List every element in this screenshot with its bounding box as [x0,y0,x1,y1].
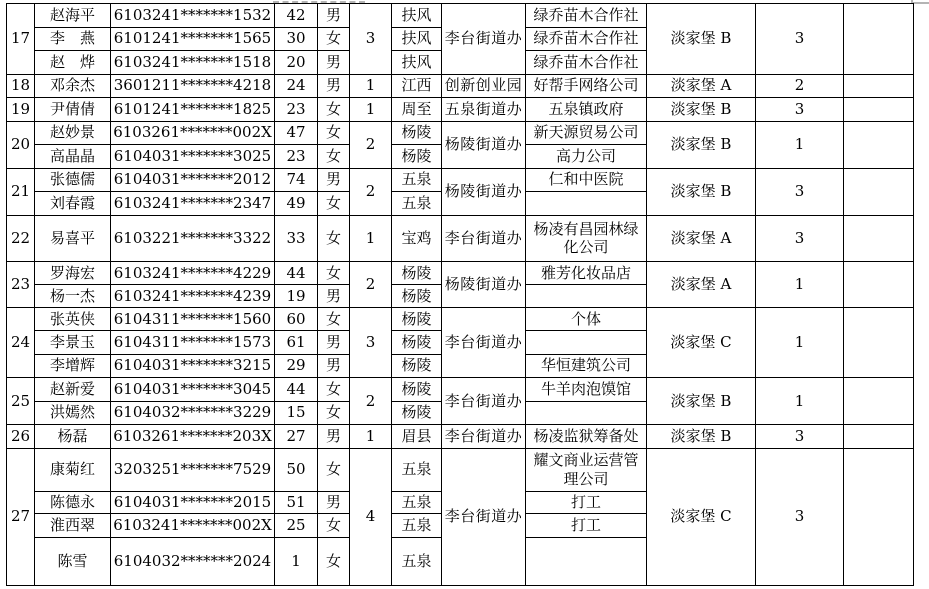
cell-gender[interactable]: 男 [318,492,350,514]
cell-company[interactable]: 仁和中医院 [526,168,647,192]
cell-id-number[interactable]: 6103241*******4229 [111,262,275,285]
cell-member-count[interactable]: 1 [350,74,392,98]
table-row [7,215,914,262]
spreadsheet-area [6,3,914,586]
cell-area[interactable]: 淡家堡 A [647,262,756,308]
cell-group-no[interactable]: 25 [7,378,35,425]
cell-street-office[interactable]: 杨陵街道办 [442,121,526,168]
cell-origin[interactable]: 江西 [392,74,442,98]
cell-name[interactable]: 易喜平 [35,215,111,262]
cell-age[interactable]: 74 [275,168,318,192]
cell-area[interactable]: 淡家堡 B [647,121,756,168]
table-row [7,98,914,122]
cell-street-office[interactable]: 李台街道办 [442,4,526,75]
cell-member-count[interactable]: 3 [350,4,392,75]
cell-origin[interactable]: 周至 [392,98,442,122]
cell-company[interactable] [526,285,647,308]
table-row [7,74,914,98]
table-row [7,425,914,449]
roster-table [6,3,914,586]
cell-origin[interactable]: 杨陵 [392,285,442,308]
cell-name[interactable]: 张英侠 [35,308,111,331]
cell-origin[interactable]: 杨陵 [392,331,442,355]
cell-origin[interactable]: 五泉 [392,448,442,492]
cell-company[interactable] [526,537,647,585]
cell-gender[interactable]: 女 [318,121,350,145]
cell-id-number[interactable]: 6103241*******1518 [111,51,275,75]
cell-area[interactable]: 淡家堡 B [647,378,756,425]
cell-street-office[interactable]: 五泉街道办 [442,98,526,122]
cell-age[interactable]: 49 [275,192,318,216]
cell-name[interactable]: 赵妙景 [35,121,111,145]
cell-company[interactable]: 高力公司 [526,145,647,169]
cell-age[interactable]: 29 [275,354,318,378]
cell-gender[interactable]: 男 [318,74,350,98]
cell-group-no[interactable]: 22 [7,215,35,262]
cell-origin[interactable]: 五泉 [392,168,442,192]
cell-id-number[interactable]: 6104031*******2015 [111,492,275,514]
cell-gender[interactable]: 女 [318,98,350,122]
cell-area[interactable]: 淡家堡 B [647,168,756,215]
cell-origin[interactable]: 杨陵 [392,262,442,285]
table-row [7,121,914,145]
cell-name[interactable]: 李景玉 [35,331,111,355]
cell-blank[interactable] [844,425,914,449]
cell-age[interactable]: 20 [275,51,318,75]
cell-name[interactable]: 刘春霞 [35,192,111,216]
cell-gender[interactable]: 女 [318,401,350,425]
cell-gender[interactable]: 女 [318,378,350,402]
cell-id-number[interactable]: 6104031*******3045 [111,378,275,402]
cell-origin[interactable]: 杨陵 [392,308,442,331]
cell-street-office[interactable]: 李台街道办 [442,425,526,449]
cell-id-number[interactable]: 6104031*******2012 [111,168,275,192]
cell-member-count[interactable]: 2 [350,168,392,215]
table-row [7,308,914,331]
cell-company[interactable]: 绿乔苗木合作社 [526,27,647,51]
cell-member-count[interactable]: 3 [350,308,392,378]
cell-name[interactable]: 张德儒 [35,168,111,192]
cell-blank[interactable] [844,121,914,168]
cell-group-no[interactable]: 20 [7,121,35,168]
cell-blank[interactable] [844,98,914,122]
cell-id-number[interactable]: 6101241*******1565 [111,27,275,51]
cell-blank[interactable] [844,168,914,215]
cell-age[interactable]: 30 [275,27,318,51]
cell-age[interactable]: 47 [275,121,318,145]
cell-quota[interactable]: 1 [756,262,844,308]
cell-area[interactable]: 淡家堡 B [647,98,756,122]
cell-gender[interactable]: 女 [318,308,350,331]
cell-quota[interactable]: 1 [756,308,844,378]
cell-company[interactable]: 五泉镇政府 [526,98,647,122]
cell-member-count[interactable]: 1 [350,425,392,449]
cell-origin[interactable]: 五泉 [392,492,442,514]
cell-member-count[interactable]: 1 [350,98,392,122]
cell-quota[interactable]: 3 [756,168,844,215]
cell-company[interactable]: 绿乔苗木合作社 [526,4,647,28]
cell-age[interactable]: 60 [275,308,318,331]
cell-age[interactable]: 15 [275,401,318,425]
cell-name[interactable]: 李 燕 [35,27,111,51]
cell-gender[interactable]: 男 [318,4,350,28]
cell-street-office[interactable]: 李台街道办 [442,448,526,585]
cell-company[interactable] [526,192,647,216]
cell-age[interactable]: 1 [275,537,318,585]
cell-id-number[interactable]: 6103261*******002X [111,121,275,145]
cell-company[interactable]: 个体 [526,308,647,331]
cell-origin[interactable]: 杨陵 [392,401,442,425]
cell-origin[interactable]: 五泉 [392,513,442,537]
cell-gender[interactable]: 女 [318,145,350,169]
cell-age[interactable]: 42 [275,4,318,28]
cell-group-no[interactable]: 26 [7,425,35,449]
cell-blank[interactable] [844,262,914,308]
cell-name[interactable]: 杨一杰 [35,285,111,308]
cell-street-office[interactable]: 杨陵街道办 [442,168,526,215]
cell-origin[interactable]: 扶风 [392,51,442,75]
cell-origin[interactable]: 眉县 [392,425,442,449]
cell-origin[interactable]: 杨陵 [392,378,442,402]
cell-origin[interactable]: 扶风 [392,4,442,28]
cell-group-no[interactable]: 23 [7,262,35,308]
cell-gender[interactable]: 男 [318,168,350,192]
cell-quota[interactable]: 3 [756,4,844,75]
cell-quota[interactable]: 3 [756,448,844,585]
cell-member-count[interactable]: 4 [350,448,392,585]
cell-age[interactable]: 27 [275,425,318,449]
cell-name[interactable]: 尹倩倩 [35,98,111,122]
cell-quota[interactable]: 1 [756,121,844,168]
cell-name[interactable]: 李增辉 [35,354,111,378]
cell-area[interactable]: 淡家堡 B [647,4,756,75]
cell-gender[interactable]: 女 [318,192,350,216]
cell-company[interactable]: 牛羊肉泡馍馆 [526,378,647,402]
cell-id-number[interactable]: 6101241*******1825 [111,98,275,122]
cell-gender[interactable]: 男 [318,331,350,355]
cell-id-number[interactable]: 6104032*******2024 [111,537,275,585]
cell-id-number[interactable]: 6103241*******1532 [111,4,275,28]
cell-company[interactable]: 杨凌有昌园林绿化公司 [526,215,647,262]
cell-quota[interactable]: 3 [756,98,844,122]
cell-company[interactable]: 杨凌监狱筹备处 [526,425,647,449]
cell-age[interactable]: 44 [275,378,318,402]
cell-group-no[interactable]: 24 [7,308,35,378]
cell-area[interactable]: 淡家堡 A [647,215,756,262]
table-row [7,378,914,402]
cell-origin[interactable]: 扶风 [392,27,442,51]
cell-company[interactable]: 新天源贸易公司 [526,121,647,145]
cell-age[interactable]: 24 [275,74,318,98]
cell-name[interactable]: 赵 烨 [35,51,111,75]
cell-name[interactable]: 邓余杰 [35,74,111,98]
cell-name[interactable]: 淮西翠 [35,513,111,537]
cell-age[interactable]: 44 [275,262,318,285]
cell-quota[interactable]: 2 [756,74,844,98]
roster-table-body [7,4,914,586]
cell-id-number[interactable]: 3601211*******4218 [111,74,275,98]
cell-name[interactable]: 赵新爱 [35,378,111,402]
cell-age[interactable]: 19 [275,285,318,308]
cell-group-no[interactable]: 21 [7,168,35,215]
cell-company[interactable] [526,331,647,355]
cell-company[interactable]: 华恒建筑公司 [526,354,647,378]
cell-name[interactable]: 洪嫣然 [35,401,111,425]
cell-quota[interactable]: 3 [756,425,844,449]
cell-id-number[interactable]: 6104031*******3215 [111,354,275,378]
cell-street-office[interactable]: 创新创业园 [442,74,526,98]
cell-quota[interactable]: 3 [756,215,844,262]
table-row [7,448,914,492]
cell-id-number[interactable]: 6104032*******3229 [111,401,275,425]
cell-origin[interactable]: 五泉 [392,192,442,216]
cell-quota[interactable]: 1 [756,378,844,425]
cell-member-count[interactable]: 2 [350,121,392,168]
cell-name[interactable]: 赵海平 [35,4,111,28]
cell-name[interactable]: 罗海宏 [35,262,111,285]
cell-company[interactable]: 耀文商业运营管理公司 [526,448,647,492]
cell-gender[interactable]: 男 [318,285,350,308]
cell-group-no[interactable]: 18 [7,74,35,98]
cell-area[interactable]: 淡家堡 C [647,448,756,585]
cell-company[interactable] [526,401,647,425]
cell-gender[interactable]: 女 [318,513,350,537]
cell-age[interactable]: 50 [275,448,318,492]
cell-origin[interactable]: 杨陵 [392,145,442,169]
table-row [7,4,914,28]
cell-area[interactable]: 淡家堡 C [647,308,756,378]
cell-street-office[interactable]: 李台街道办 [442,378,526,425]
cell-name[interactable]: 康菊红 [35,448,111,492]
cell-name[interactable]: 高晶晶 [35,145,111,169]
cell-name[interactable]: 陈雪 [35,537,111,585]
cell-company[interactable]: 雅芳化妆品店 [526,262,647,285]
cell-street-office[interactable]: 杨陵街道办 [442,262,526,308]
cell-area[interactable]: 淡家堡 A [647,74,756,98]
cell-blank[interactable] [844,74,914,98]
cell-id-number[interactable]: 6103241*******2347 [111,192,275,216]
cell-age[interactable]: 33 [275,215,318,262]
cell-age[interactable]: 23 [275,145,318,169]
cell-gender[interactable]: 女 [318,262,350,285]
cell-id-number[interactable]: 3203251*******7529 [111,448,275,492]
cell-gender[interactable]: 女 [318,448,350,492]
cell-id-number[interactable]: 6103241*******4239 [111,285,275,308]
cell-id-number[interactable]: 6104031*******3025 [111,145,275,169]
cell-member-count[interactable]: 2 [350,262,392,308]
cell-member-count[interactable]: 1 [350,215,392,262]
cell-origin[interactable]: 杨陵 [392,354,442,378]
cell-age[interactable]: 51 [275,492,318,514]
cell-gender[interactable]: 男 [318,354,350,378]
cell-origin[interactable]: 杨陵 [392,121,442,145]
cell-age[interactable]: 23 [275,98,318,122]
cell-name[interactable]: 杨磊 [35,425,111,449]
cell-id-number[interactable]: 6103241*******002X [111,513,275,537]
cell-area[interactable]: 淡家堡 B [647,425,756,449]
cell-gender[interactable]: 女 [318,537,350,585]
cell-blank[interactable] [844,448,914,585]
cell-id-number[interactable]: 6103221*******3322 [111,215,275,262]
cell-gender[interactable]: 男 [318,51,350,75]
cell-gender[interactable]: 女 [318,27,350,51]
cell-blank[interactable] [844,378,914,425]
cell-id-number[interactable]: 6104311*******1573 [111,331,275,355]
cell-company[interactable]: 打工 [526,513,647,537]
cell-blank[interactable] [844,4,914,75]
cell-gender[interactable]: 男 [318,425,350,449]
cell-name[interactable]: 陈德永 [35,492,111,514]
cell-street-office[interactable]: 李台街道办 [442,308,526,378]
cell-group-no[interactable]: 17 [7,4,35,75]
cell-age[interactable]: 25 [275,513,318,537]
cell-company[interactable]: 好帮手网络公司 [526,74,647,98]
cell-blank[interactable] [844,308,914,378]
cell-group-no[interactable]: 27 [7,448,35,585]
cell-id-number[interactable]: 6103261*******203X [111,425,275,449]
cell-group-no[interactable]: 19 [7,98,35,122]
cell-company[interactable]: 打工 [526,492,647,514]
table-row [7,168,914,192]
cell-member-count[interactable]: 2 [350,378,392,425]
cell-gender[interactable]: 女 [318,215,350,262]
cell-company[interactable]: 绿乔苗木合作社 [526,51,647,75]
cell-id-number[interactable]: 6104311*******1560 [111,308,275,331]
cell-street-office[interactable]: 李台街道办 [442,215,526,262]
cell-origin[interactable]: 宝鸡 [392,215,442,262]
table-row [7,262,914,285]
cell-origin[interactable]: 五泉 [392,537,442,585]
cell-age[interactable]: 61 [275,331,318,355]
cell-blank[interactable] [844,215,914,262]
